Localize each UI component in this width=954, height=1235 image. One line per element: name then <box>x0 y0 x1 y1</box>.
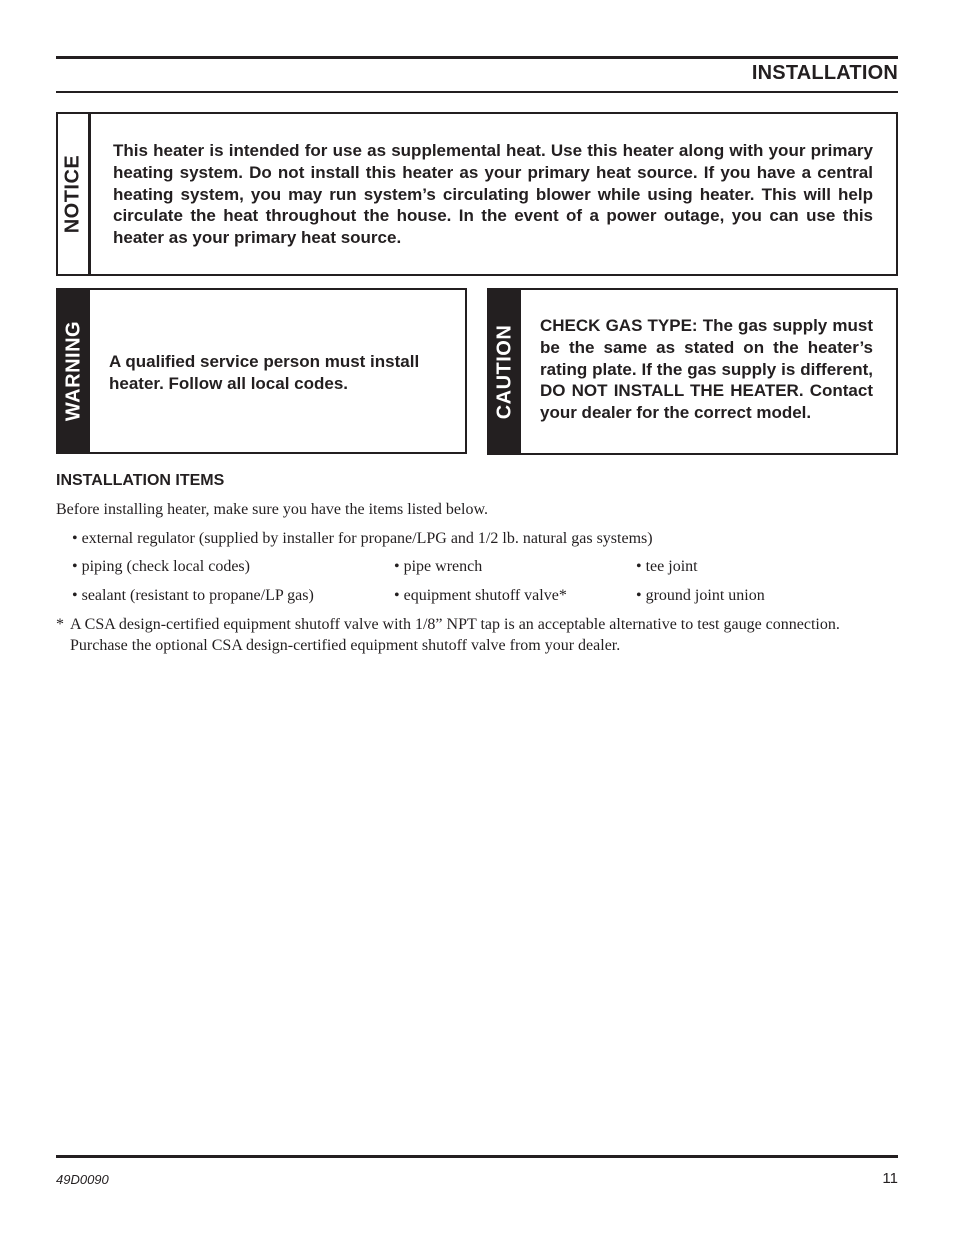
page-number: 11 <box>882 1170 898 1187</box>
notice-label: NOTICE <box>61 154 84 234</box>
warning-label: WARNING <box>62 320 85 422</box>
section-title: INSTALLATION <box>751 62 898 84</box>
list-item: • pipe wrench <box>394 558 483 575</box>
footnote <box>56 614 871 656</box>
caution-tab <box>489 290 521 453</box>
notice-box <box>56 112 898 276</box>
list-item: • sealant (resistant to propane/LP gas) <box>72 587 314 604</box>
warning-text: A qualified service person must install heater. Follow all local codes. <box>109 352 420 393</box>
caution-box <box>487 288 898 455</box>
caution-label: CAUTION <box>493 324 516 419</box>
header-bottom-rule <box>56 91 898 93</box>
list-item: • equipment shutoff valve* <box>394 587 567 604</box>
list-item: • tee joint <box>636 558 698 575</box>
installation-items-intro: Before installing heater, make sure you have the items listed below. <box>56 501 488 518</box>
list-item: • external regulator (supplied by installer for propane/LPG and 1/2 lb. natural gas systems) <box>72 530 653 547</box>
header-top-rule <box>56 56 898 59</box>
installation-items-heading: INSTALLATION ITEMS <box>56 472 225 489</box>
list-item: • ground joint union <box>636 587 765 604</box>
notice-text: This heater is intended for use as supplemental heat. Use this heater along with your primary heating system. Do not install this heater as your primary heat source. If you have a central heating system, you may run system’s circulating blower while using heater. This will help circulate the heat throughout the house. In the event of a power outage, you can use this heater as your primary heat source. <box>113 141 873 248</box>
notice-tab <box>58 114 91 274</box>
warning-box <box>56 288 467 454</box>
caution-text: CHECK GAS TYPE: The gas supply must be the same as stated on the heater’s rating plate. If the gas supply is different, DO NOT INSTALL THE HEATER. Contact your dealer for the correct model. <box>540 316 873 423</box>
footnote-text: A CSA design-certified equipment shutoff valve with 1/8” NPT tap is an acceptable alternative to test gauge connection. Purchase the optional CSA design-certified equipment shutoff valve from your dealer. <box>70 616 840 654</box>
warning-tab <box>58 290 90 452</box>
doc-number: 49D0090 <box>56 1172 109 1187</box>
footer-rule <box>56 1155 898 1158</box>
footnote-marker: * <box>56 616 64 633</box>
list-item: • piping (check local codes) <box>72 558 250 575</box>
